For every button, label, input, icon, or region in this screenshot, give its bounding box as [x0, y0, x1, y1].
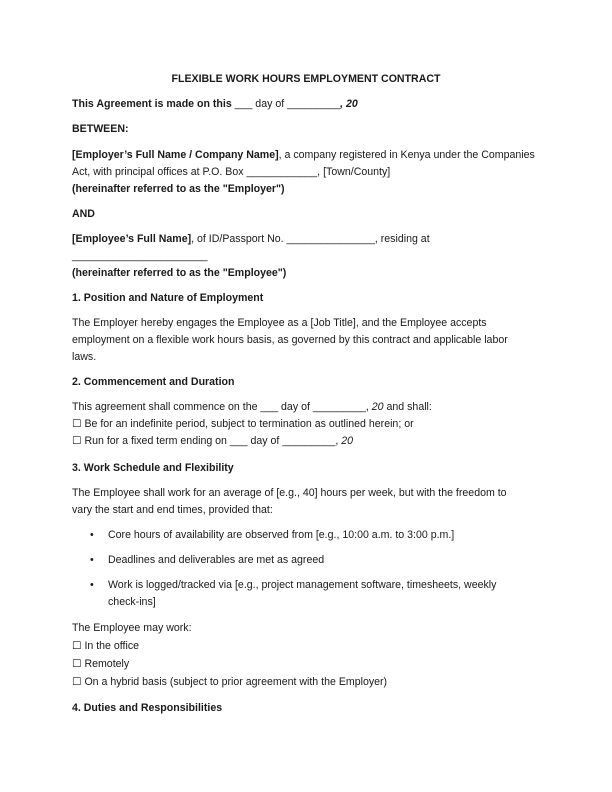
section-1-text: employment on a flexible work hours basis, as governed by this contract and applicable labor: [72, 334, 508, 346]
list-item: Core hours of availability are observed from [e.g., 10:00 a.m. to 3:00 p.m.]: [108, 529, 455, 541]
work-location-option-office: ☐ In the office: [72, 640, 140, 652]
section-1-text: The Employer hereby engages the Employee as a [Job Title], and the Employee accepts: [72, 317, 487, 329]
employer-line-1: [72, 149, 535, 162]
between-heading: BETWEEN:: [72, 123, 129, 135]
work-location-intro: The Employee may work:: [72, 622, 192, 634]
agreement-lead: This Agreement is made on this: [72, 98, 232, 110]
employee-reference: (hereinafter referred to as the "Employee"): [72, 267, 287, 279]
fixed-term-year: 20: [338, 435, 354, 447]
section-3-intro: The Employee shall work for an average of [e.g., 40] hours per week, but with the freedom to: [72, 487, 507, 499]
list-item: Work is logged/tracked via [e.g., project management software, timesheets, weekly: [108, 579, 497, 591]
employee-line-1: [72, 233, 430, 246]
commencement-line: [72, 401, 432, 414]
section-1-text: laws.: [72, 351, 97, 363]
section-4-heading: 4. Duties and Responsibilities: [72, 702, 223, 714]
employee-line-1-rest: , of ID/Passport No. _______________, residing at: [191, 233, 430, 245]
bullet-marker: •: [90, 529, 94, 541]
employee-line-2: _______________________: [72, 250, 208, 262]
work-location-option-remote: ☐ Remotely: [72, 658, 130, 670]
list-item-continuation: check-ins]: [108, 596, 156, 608]
bullet-marker: •: [90, 554, 94, 566]
document-title: FLEXIBLE WORK HOURS EMPLOYMENT CONTRACT: [171, 73, 441, 85]
agreement-year: , 20: [340, 98, 358, 110]
commencement-year: 20: [368, 401, 384, 413]
list-item: Deadlines and deliverables are met as agreed: [108, 554, 325, 566]
employer-line-2: Act, with principal offices at P.O. Box ____________, [Town/County]: [72, 166, 391, 178]
duration-option-fixed-term: [72, 435, 353, 448]
commencement-lead: This agreement shall commence on the ___ day of _________,: [72, 401, 369, 413]
employer-line-1-rest: , a company registered in Kenya under the Companies: [278, 149, 535, 161]
fixed-term-lead: ☐ Run for a fixed term ending on ___ day of _________,: [72, 435, 339, 447]
duration-option-indefinite: ☐ Be for an indefinite period, subject to termination as outlined herein; or: [72, 418, 414, 430]
section-2-heading: 2. Commencement and Duration: [72, 376, 235, 388]
section-3-heading: 3. Work Schedule and Flexibility: [72, 462, 234, 474]
commencement-tail: and shall:: [383, 401, 432, 413]
and-heading: AND: [72, 208, 95, 220]
employer-reference: (hereinafter referred to as the "Employer"): [72, 183, 285, 195]
section-3-intro: vary the start and end times, provided that:: [72, 504, 273, 516]
bullet-marker: •: [90, 579, 94, 591]
employee-name: [Employee’s Full Name]: [72, 233, 192, 245]
agreement-date-blanks: ___ day of _________: [231, 98, 341, 110]
section-1-heading: 1. Position and Nature of Employment: [72, 292, 264, 304]
agreement-date-line: [72, 98, 358, 111]
work-location-option-hybrid: ☐ On a hybrid basis (subject to prior agreement with the Employer): [72, 676, 388, 688]
employer-name: [Employer’s Full Name / Company Name]: [72, 149, 279, 161]
